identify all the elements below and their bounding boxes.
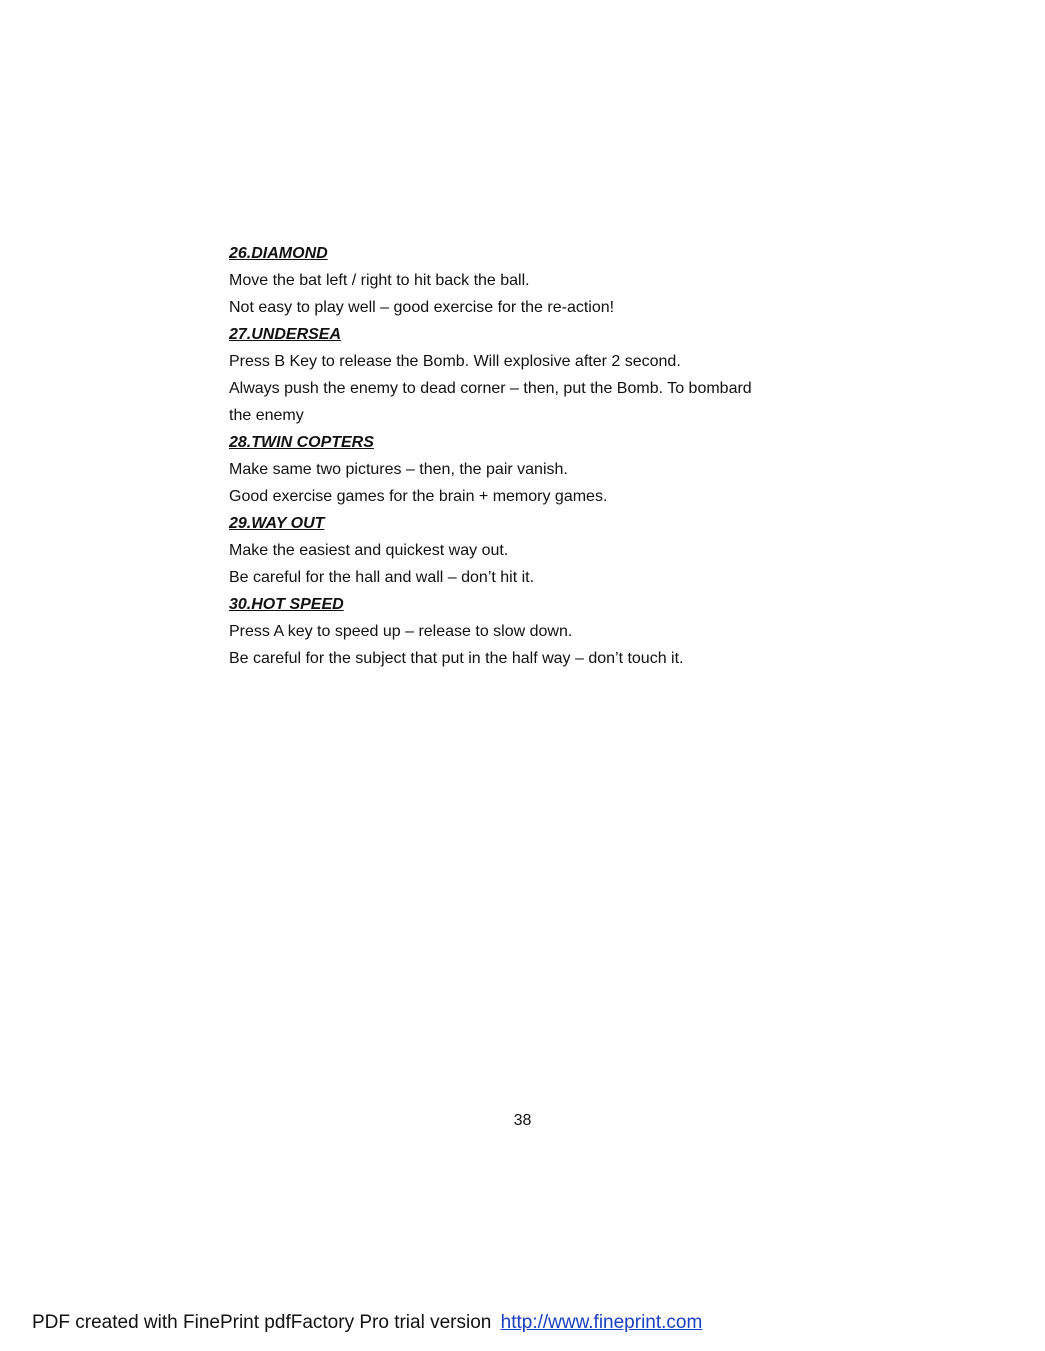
body-line: Always push the enemy to dead corner – then, put the Bomb. To bombard bbox=[229, 380, 752, 397]
section-undersea bbox=[229, 321, 849, 429]
body-line: Be careful for the hall and wall – don’t hit it. bbox=[229, 569, 535, 586]
body-line: Press B Key to release the Bomb. Will explosive after 2 second. bbox=[229, 353, 681, 370]
section-heading: 27.UNDERSEA bbox=[229, 326, 342, 343]
body-line: Good exercise games for the brain + memory games. bbox=[229, 488, 608, 505]
section-heading: 30.HOT SPEED bbox=[229, 596, 344, 613]
body-line: Make same two pictures – then, the pair vanish. bbox=[229, 461, 568, 478]
section-heading: 28.TWIN COPTERS bbox=[229, 434, 374, 451]
body-line: Move the bat left / right to hit back the ball. bbox=[229, 272, 530, 289]
pdf-footer bbox=[32, 1312, 702, 1334]
footer-link[interactable]: http://www.fineprint.com bbox=[500, 1312, 703, 1333]
footer-text: PDF created with FinePrint pdfFactory Pro trial version bbox=[32, 1312, 492, 1333]
section-heading: 26.DIAMOND bbox=[229, 245, 328, 262]
body-line: Be careful for the subject that put in the half way – don’t touch it. bbox=[229, 650, 684, 667]
section-twin-copters bbox=[229, 429, 849, 510]
page-number: 38 bbox=[513, 1112, 532, 1129]
body-line: Make the easiest and quickest way out. bbox=[229, 542, 509, 559]
body-line: Not easy to play well – good exercise for the re-action! bbox=[229, 299, 615, 316]
body-line: Press A key to speed up – release to slow down. bbox=[229, 623, 573, 640]
section-hot-speed bbox=[229, 591, 849, 672]
document-body bbox=[229, 240, 849, 672]
body-line: the enemy bbox=[229, 407, 304, 424]
section-heading: 29.WAY OUT bbox=[229, 515, 325, 532]
section-way-out bbox=[229, 510, 849, 591]
section-diamond bbox=[229, 240, 849, 321]
